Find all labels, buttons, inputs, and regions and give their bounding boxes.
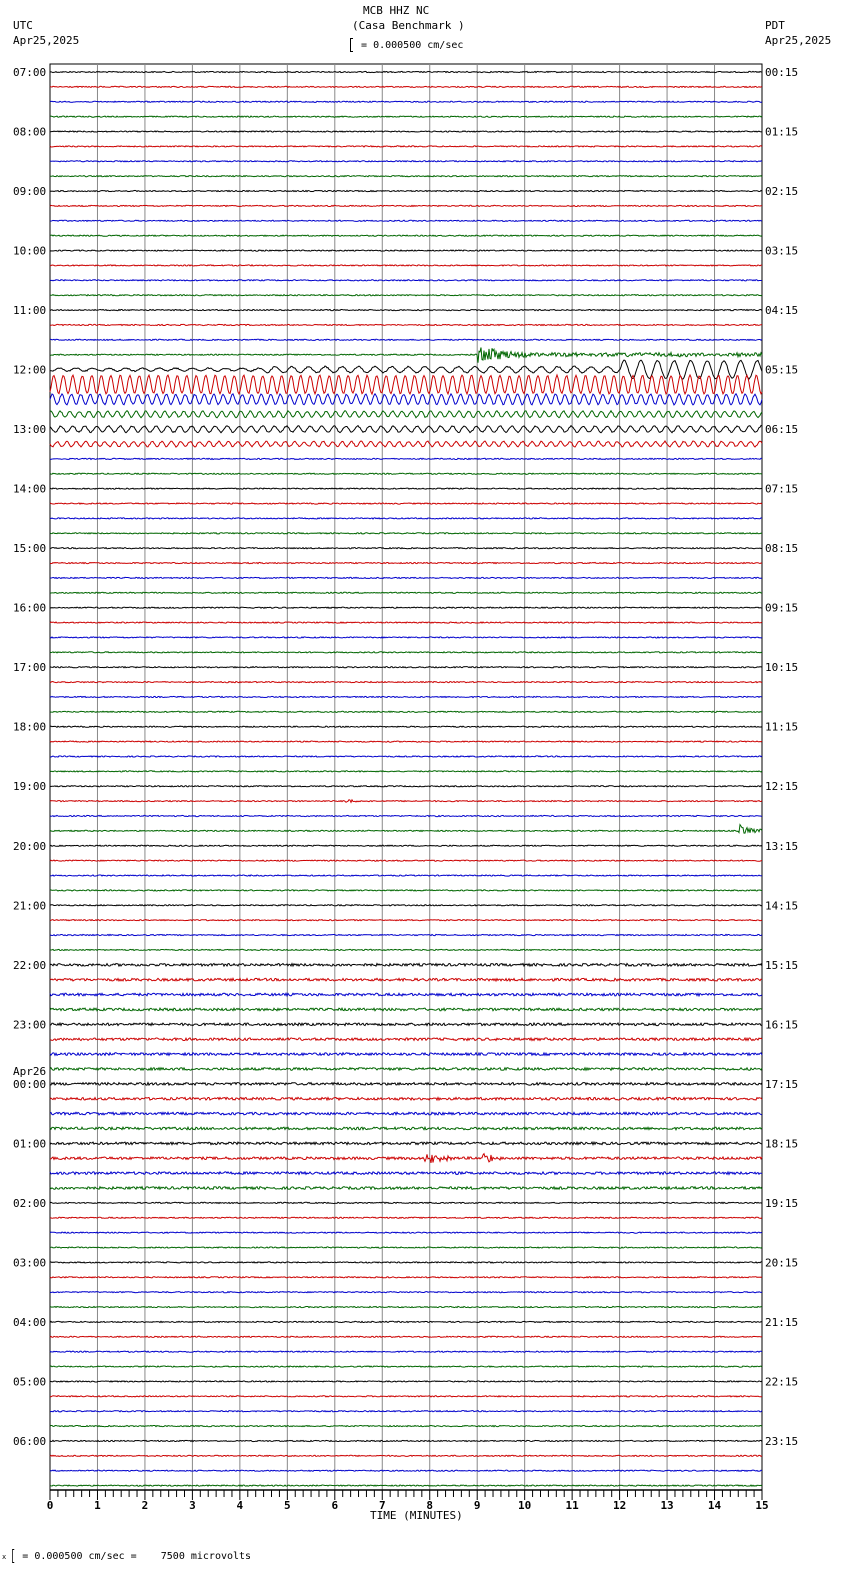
left-timezone: UTC bbox=[13, 19, 33, 32]
trace-row-59 bbox=[50, 949, 762, 950]
trace-row-12 bbox=[50, 250, 762, 251]
trace-row-11 bbox=[50, 235, 762, 236]
trace-row-81 bbox=[50, 1277, 762, 1278]
right-time-label: 22:15 bbox=[765, 1375, 799, 1389]
trace-row-48 bbox=[50, 786, 762, 787]
trace-row-7 bbox=[50, 176, 762, 177]
left-time-label: 21:00 bbox=[13, 899, 47, 913]
trace-row-52 bbox=[50, 845, 762, 846]
x-tick-label: 14 bbox=[707, 1499, 722, 1512]
trace-row-67 bbox=[50, 1068, 762, 1071]
trace-row-82 bbox=[50, 1292, 762, 1293]
right-time-label: 05:15 bbox=[765, 363, 799, 377]
x-tick-label: 7 bbox=[378, 1499, 386, 1512]
left-date-label: Apr26 bbox=[13, 1064, 47, 1078]
trace-row-55 bbox=[50, 890, 762, 891]
x-tick-label: 4 bbox=[236, 1499, 244, 1512]
left-time-label: 22:00 bbox=[13, 958, 47, 972]
station-subtitle: (Casa Benchmark ) bbox=[352, 19, 465, 32]
trace-row-30 bbox=[50, 518, 762, 519]
trace-row-70 bbox=[50, 1112, 762, 1115]
trace-row-6 bbox=[50, 161, 762, 162]
scale-marker-icon: x bbox=[2, 1553, 7, 1561]
left-time-label: 15:00 bbox=[13, 542, 47, 556]
footer-scale-bar-icon bbox=[12, 1549, 16, 1563]
trace-row-8 bbox=[50, 190, 762, 191]
right-time-label: 18:15 bbox=[765, 1137, 799, 1151]
trace-row-19 bbox=[50, 348, 762, 363]
x-tick-label: 12 bbox=[612, 1499, 627, 1512]
trace-row-14 bbox=[50, 280, 762, 281]
trace-row-63 bbox=[50, 1008, 762, 1011]
trace-row-0 bbox=[50, 71, 762, 72]
trace-row-86 bbox=[50, 1351, 762, 1352]
right-time-label: 12:15 bbox=[765, 780, 799, 794]
trace-row-51 bbox=[50, 825, 762, 834]
left-time-label: 17:00 bbox=[13, 661, 47, 675]
trace-row-68 bbox=[50, 1083, 762, 1086]
left-time-label: 06:00 bbox=[13, 1434, 47, 1448]
right-time-label: 07:15 bbox=[765, 482, 799, 496]
right-time-label: 15:15 bbox=[765, 958, 799, 972]
trace-row-31 bbox=[50, 533, 762, 534]
trace-row-87 bbox=[50, 1366, 762, 1367]
trace-row-66 bbox=[50, 1053, 762, 1056]
trace-row-92 bbox=[50, 1440, 762, 1441]
trace-row-60 bbox=[50, 964, 762, 967]
right-time-label: 02:15 bbox=[765, 185, 799, 199]
trace-row-1 bbox=[50, 86, 762, 87]
trace-row-61 bbox=[50, 978, 762, 981]
trace-row-69 bbox=[50, 1097, 762, 1100]
trace-row-39 bbox=[50, 652, 762, 653]
trace-row-26 bbox=[50, 458, 762, 459]
trace-row-57 bbox=[50, 920, 762, 921]
trace-row-74 bbox=[50, 1172, 762, 1175]
trace-row-85 bbox=[50, 1336, 762, 1337]
left-time-label: 23:00 bbox=[13, 1018, 47, 1032]
left-time-label: 08:00 bbox=[13, 125, 47, 139]
trace-row-40 bbox=[50, 667, 762, 668]
plot-frame bbox=[50, 64, 762, 1490]
right-time-label: 19:15 bbox=[765, 1196, 799, 1210]
trace-row-58 bbox=[50, 934, 762, 935]
left-time-label: 09:00 bbox=[13, 185, 47, 199]
trace-row-65 bbox=[50, 1038, 762, 1041]
x-tick-label: 10 bbox=[518, 1499, 532, 1512]
x-tick-label: 8 bbox=[426, 1499, 434, 1512]
x-tick-label: 3 bbox=[189, 1499, 196, 1512]
trace-row-56 bbox=[50, 905, 762, 906]
x-tick-label: 6 bbox=[331, 1499, 339, 1512]
trace-row-84 bbox=[50, 1321, 762, 1322]
station-title: MCB HHZ NC bbox=[363, 4, 430, 17]
trace-row-24 bbox=[50, 426, 762, 433]
trace-row-20 bbox=[50, 360, 762, 379]
trace-row-22 bbox=[50, 394, 762, 405]
left-time-label: 12:00 bbox=[13, 363, 47, 377]
left-time-label: 16:00 bbox=[13, 601, 47, 615]
trace-row-93 bbox=[50, 1455, 762, 1456]
right-time-label: 20:15 bbox=[765, 1256, 799, 1270]
right-time-label: 11:15 bbox=[765, 720, 799, 734]
trace-row-28 bbox=[50, 488, 762, 489]
x-tick-label: 15 bbox=[755, 1499, 769, 1512]
trace-row-42 bbox=[50, 696, 762, 697]
trace-row-35 bbox=[50, 592, 762, 593]
trace-row-27 bbox=[50, 473, 762, 474]
right-time-label: 09:15 bbox=[765, 601, 799, 615]
right-time-label: 01:15 bbox=[765, 125, 799, 139]
trace-row-90 bbox=[50, 1411, 762, 1412]
trace-row-46 bbox=[50, 756, 762, 757]
x-tick-label: 9 bbox=[473, 1499, 481, 1512]
trace-row-50 bbox=[50, 815, 762, 816]
right-time-label: 00:15 bbox=[765, 66, 799, 79]
left-time-label: 19:00 bbox=[13, 780, 47, 794]
right-timezone: PDT bbox=[765, 19, 785, 32]
left-time-label: 18:00 bbox=[13, 720, 47, 734]
right-time-label: 04:15 bbox=[765, 304, 799, 318]
trace-row-29 bbox=[50, 503, 762, 504]
trace-row-43 bbox=[50, 711, 762, 712]
trace-row-80 bbox=[50, 1262, 762, 1263]
left-time-label: 14:00 bbox=[13, 482, 47, 496]
left-time-label: 05:00 bbox=[13, 1375, 47, 1389]
trace-row-17 bbox=[50, 324, 762, 325]
trace-row-9 bbox=[50, 205, 762, 206]
trace-row-54 bbox=[50, 875, 762, 876]
right-time-label: 06:15 bbox=[765, 423, 799, 437]
right-time-label: 23:15 bbox=[765, 1434, 799, 1448]
right-time-label: 10:15 bbox=[765, 661, 799, 675]
trace-row-73 bbox=[50, 1154, 762, 1163]
trace-row-83 bbox=[50, 1306, 762, 1307]
left-time-label: 04:00 bbox=[13, 1315, 47, 1329]
left-time-label: 03:00 bbox=[13, 1256, 47, 1270]
trace-row-3 bbox=[50, 116, 762, 117]
trace-row-21 bbox=[50, 375, 762, 394]
left-time-label: 01:00 bbox=[13, 1137, 47, 1151]
trace-row-33 bbox=[50, 562, 762, 563]
left-time-label: 10:00 bbox=[13, 244, 47, 258]
trace-row-47 bbox=[50, 771, 762, 772]
trace-row-71 bbox=[50, 1127, 762, 1130]
trace-row-91 bbox=[50, 1426, 762, 1427]
trace-row-2 bbox=[50, 101, 762, 102]
trace-row-76 bbox=[50, 1202, 762, 1203]
right-time-label: 16:15 bbox=[765, 1018, 799, 1032]
right-time-label: 21:15 bbox=[765, 1315, 799, 1329]
trace-row-62 bbox=[50, 993, 762, 996]
trace-row-53 bbox=[50, 860, 762, 861]
trace-row-16 bbox=[50, 310, 762, 311]
trace-row-75 bbox=[50, 1187, 762, 1190]
right-time-label: 17:15 bbox=[765, 1077, 799, 1091]
left-date: Apr25,2025 bbox=[13, 34, 80, 47]
trace-row-37 bbox=[50, 622, 762, 623]
trace-row-44 bbox=[50, 726, 762, 727]
x-tick-label: 0 bbox=[46, 1499, 54, 1512]
footer-scale bbox=[2, 1549, 251, 1563]
trace-row-32 bbox=[50, 548, 762, 549]
trace-row-5 bbox=[50, 146, 762, 147]
trace-row-13 bbox=[50, 265, 762, 266]
right-time-label: 03:15 bbox=[765, 244, 799, 258]
trace-row-41 bbox=[50, 682, 762, 683]
x-tick-label: 11 bbox=[565, 1499, 579, 1512]
trace-row-15 bbox=[50, 295, 762, 296]
footer-scale-text: = 0.000500 cm/sec = 7500 microvolts bbox=[22, 1551, 252, 1562]
trace-row-95 bbox=[50, 1485, 762, 1486]
left-time-label: 00:00 bbox=[13, 1077, 47, 1091]
trace-row-49 bbox=[50, 800, 762, 803]
scale-text: = 0.000500 cm/sec bbox=[361, 40, 464, 51]
trace-row-64 bbox=[50, 1023, 762, 1026]
trace-row-34 bbox=[50, 577, 762, 578]
x-tick-label: 5 bbox=[284, 1499, 291, 1512]
trace-row-45 bbox=[50, 741, 762, 742]
left-time-label: 13:00 bbox=[13, 423, 47, 437]
right-time-label: 14:15 bbox=[765, 899, 799, 913]
trace-row-77 bbox=[50, 1217, 762, 1218]
right-time-label: 08:15 bbox=[765, 542, 799, 556]
left-time-label: 07:00 bbox=[13, 66, 47, 79]
trace-row-72 bbox=[50, 1142, 762, 1145]
trace-row-10 bbox=[50, 220, 762, 221]
left-time-label: 02:00 bbox=[13, 1196, 47, 1210]
trace-row-88 bbox=[50, 1381, 762, 1382]
trace-row-4 bbox=[50, 131, 762, 132]
trace-row-38 bbox=[50, 637, 762, 638]
right-date: Apr25,2025 bbox=[765, 34, 832, 47]
trace-row-23 bbox=[50, 411, 762, 418]
trace-row-79 bbox=[50, 1247, 762, 1248]
right-time-label: 13:15 bbox=[765, 839, 799, 853]
trace-row-89 bbox=[50, 1396, 762, 1397]
trace-row-36 bbox=[50, 607, 762, 608]
trace-row-78 bbox=[50, 1232, 762, 1233]
trace-row-18 bbox=[50, 339, 762, 340]
x-tick-label: 13 bbox=[660, 1499, 674, 1512]
x-axis-title: TIME (MINUTES) bbox=[370, 1509, 463, 1522]
x-tick-label: 1 bbox=[94, 1499, 101, 1512]
trace-row-94 bbox=[50, 1470, 762, 1471]
left-time-label: 11:00 bbox=[13, 304, 47, 318]
x-tick-label: 2 bbox=[141, 1499, 149, 1512]
left-time-label: 20:00 bbox=[13, 839, 47, 853]
trace-row-25 bbox=[50, 441, 762, 447]
